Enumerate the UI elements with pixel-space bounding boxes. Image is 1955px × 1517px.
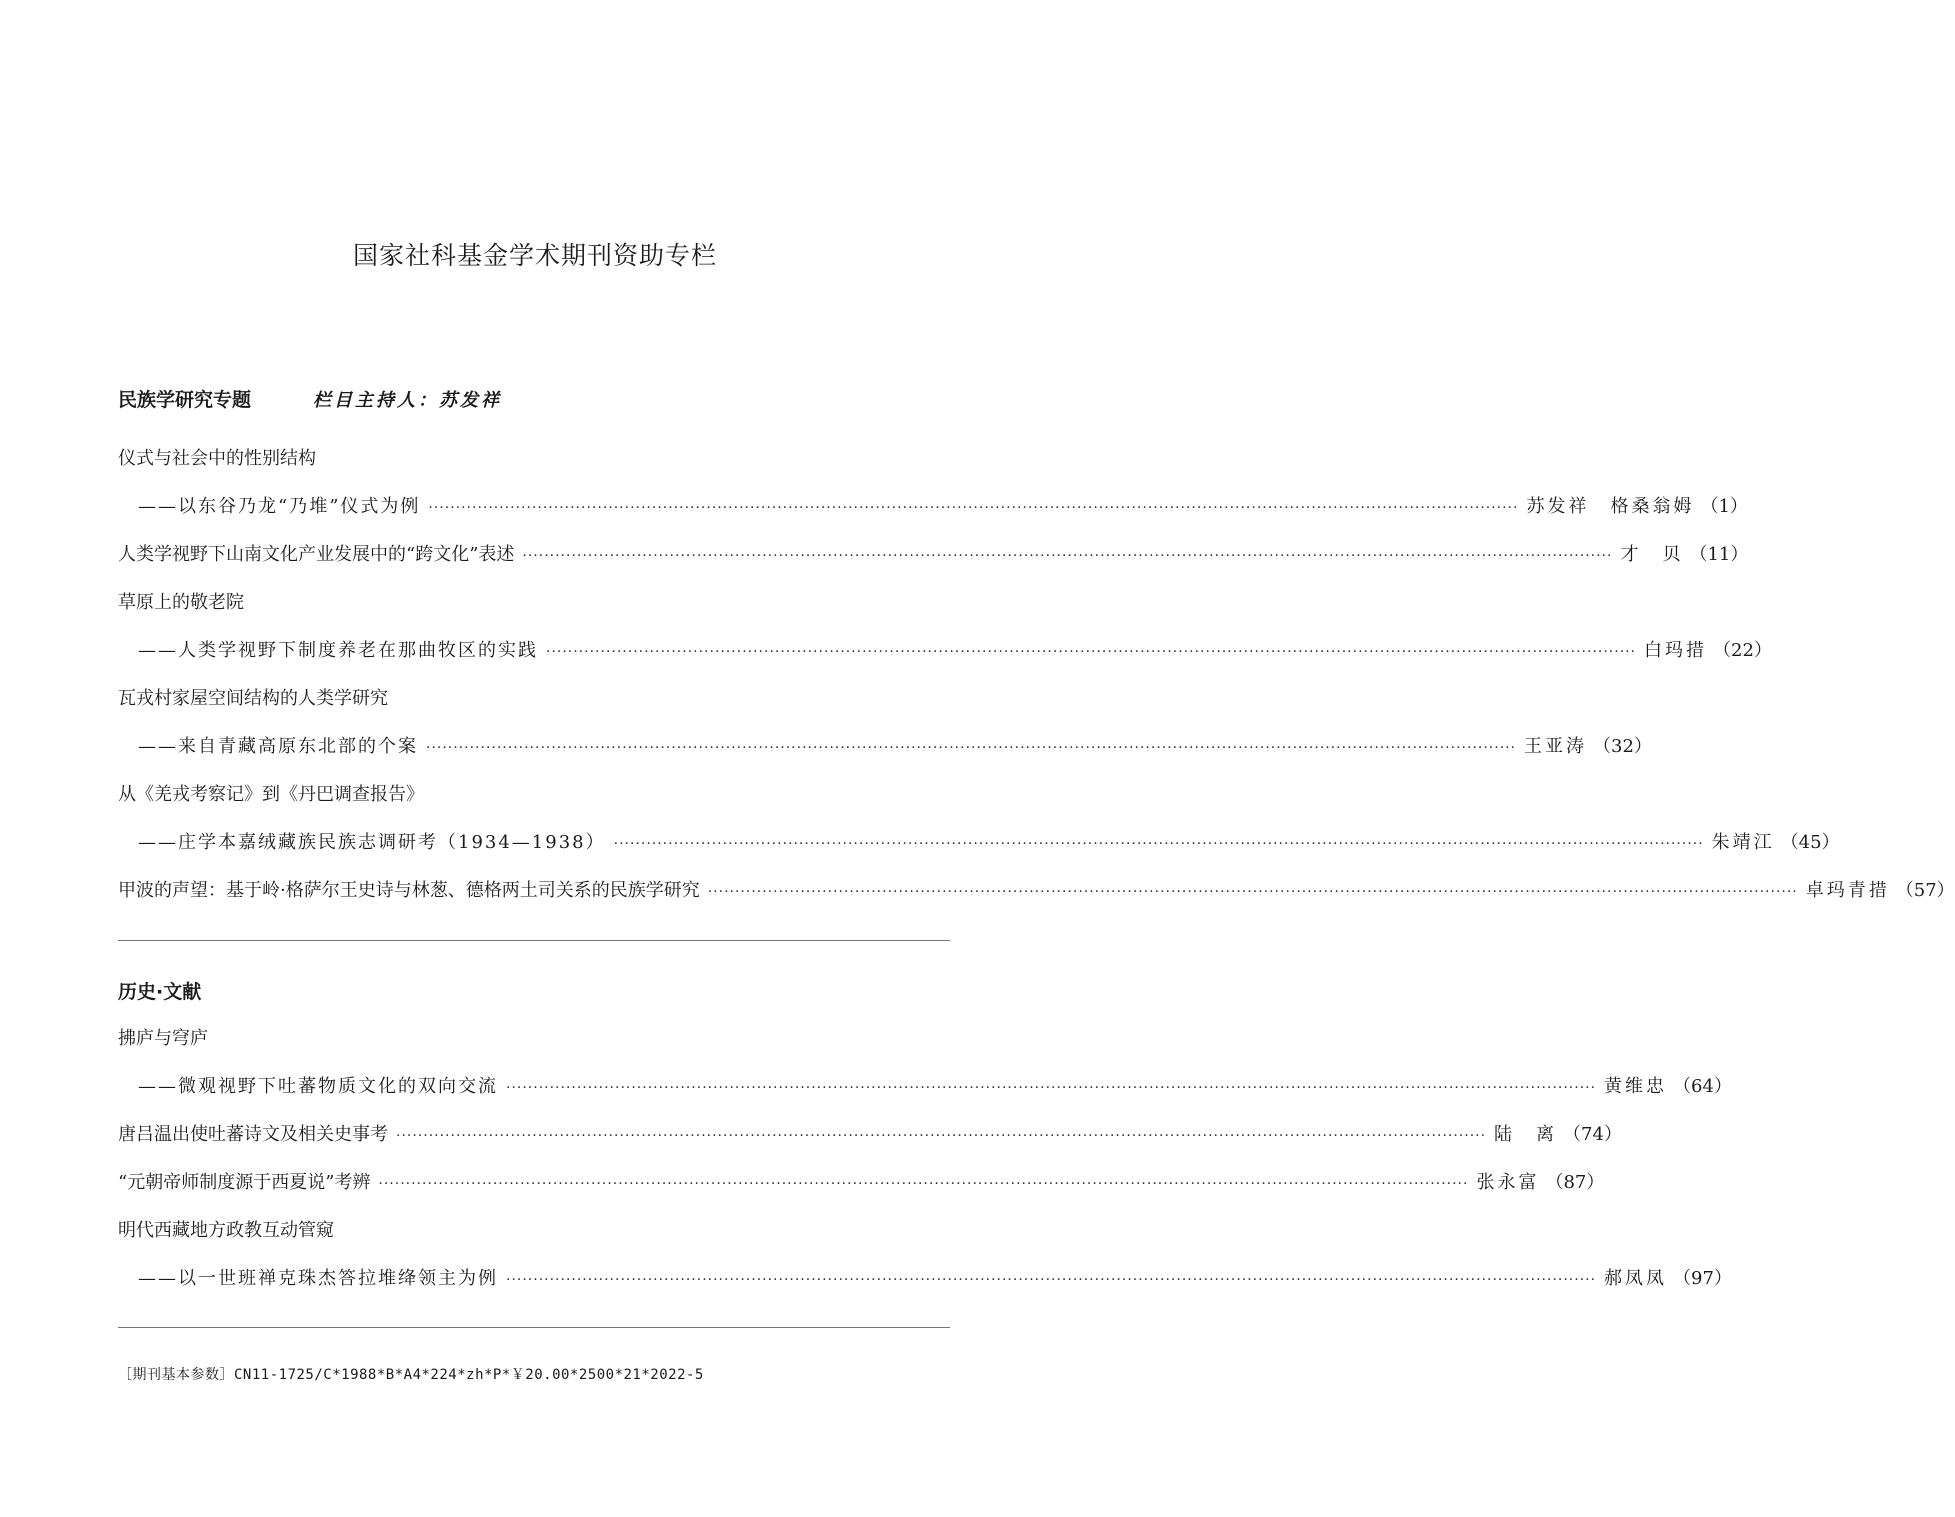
journal-parameters: ［期刊基本参数］CN11-1725/C*1988*B*A4*224*zh*P*￥20.00*2500*21*2022-5 (118, 1367, 704, 1383)
leader-dots: ········································································································································································································ (428, 500, 1519, 516)
entry-subtitle: ——以东谷乃龙“乃堆”仪式为例 (138, 496, 421, 517)
entry-author: 白玛措 (1644, 640, 1708, 661)
leader-dots: ········································································································································································································ (522, 548, 1613, 564)
toc-entry (118, 734, 1652, 760)
toc-entry (118, 446, 950, 472)
toc-entry (118, 686, 950, 712)
entry-author: 陆 离 (1494, 1124, 1558, 1145)
leader-dots: ········································································································································································································ (506, 1272, 1597, 1288)
entry-page: （22） (1713, 640, 1772, 661)
toc-entry (118, 1218, 950, 1244)
entry-page: （45） (1780, 832, 1840, 853)
toc-entry (118, 1026, 950, 1052)
entry-page: （57） (1895, 880, 1955, 901)
entry-author: 郝凤凤 (1604, 1268, 1668, 1289)
entry-title: 唐吕温出使吐蕃诗文及相关史事考 (118, 1124, 388, 1145)
page-title: 国家社科基金学术期刊资助专栏 (352, 241, 717, 270)
section-divider (118, 1327, 950, 1328)
entry-page: （97） (1673, 1268, 1732, 1289)
entry-author: 张永富 (1476, 1172, 1540, 1193)
entry-subtitle: ——人类学视野下制度养老在那曲牧区的实践 (138, 640, 538, 661)
entry-title: 拂庐与穹庐 (118, 1028, 208, 1049)
toc-entry (118, 1170, 1605, 1196)
leader-dots: ········································································································································································································ (378, 1176, 1469, 1192)
leader-dots: ········································································································································································································ (426, 740, 1517, 756)
entry-page: （11） (1689, 544, 1749, 565)
entry-page: （87） (1545, 1172, 1605, 1193)
toc-entry (118, 830, 1840, 856)
leader-dots: ········································································································································································································ (506, 1080, 1597, 1096)
section-divider (118, 940, 950, 941)
entry-author: 卓玛青措 (1805, 880, 1890, 901)
entry-title: 瓦戎村家屋空间结构的人类学研究 (118, 688, 388, 709)
entry-title: 甲波的声望：基于岭·格萨尔王史诗与林葱、德格两土司关系的民族学研究 (118, 880, 700, 901)
entry-author: 黄维忠 (1604, 1076, 1668, 1097)
entry-title: “元朝帝师制度源于西夏说”考辨 (118, 1172, 371, 1193)
section-heading-history: 历史·文献 (118, 981, 202, 1003)
leader-dots: ········································································································································································································ (546, 644, 1637, 660)
toc-entry (118, 1122, 1622, 1148)
leader-dots: ········································································································································································································ (613, 836, 1704, 852)
entry-title: 从《羌戎考察记》到《丹巴调查报告》 (118, 784, 424, 805)
leader-dots: ········································································································································································································ (707, 884, 1798, 900)
entry-subtitle: ——以一世班禅克珠杰答拉堆绛领主为例 (138, 1268, 498, 1289)
entry-subtitle: ——来自青藏高原东北部的个案 (138, 736, 418, 757)
entry-author: 王亚涛 (1524, 736, 1588, 757)
column-host: 栏目主持人：苏发祥 (313, 390, 502, 411)
section-heading-ethnology: 民族学研究专题 (118, 389, 252, 411)
entry-subtitle: ——庄学本嘉绒藏族民族志调研考（1934—1938） (138, 832, 606, 853)
leader-dots: ········································································································································································································ (396, 1128, 1487, 1144)
entry-author: 朱靖江 (1711, 832, 1775, 853)
toc-entry (118, 542, 1749, 568)
entry-page: （74） (1563, 1124, 1622, 1145)
entry-author: 苏发祥 格桑翁姆 (1526, 496, 1695, 517)
entry-title: 明代西藏地方政教互动管窥 (118, 1220, 334, 1241)
toc-entry (118, 878, 1955, 904)
toc-entry (118, 638, 1772, 664)
entry-page: （64） (1673, 1076, 1732, 1097)
entry-title: 仪式与社会中的性别结构 (118, 448, 316, 469)
toc-entry (118, 1074, 1732, 1100)
entry-subtitle: ——微观视野下吐蕃物质文化的双向交流 (138, 1076, 498, 1097)
entry-title: 草原上的敬老院 (118, 592, 244, 613)
entry-page: （32） (1593, 736, 1652, 757)
entry-author: 才 贝 (1620, 544, 1684, 565)
toc-entry (118, 782, 950, 808)
entry-title: 人类学视野下山南文化产业发展中的“跨文化”表述 (118, 544, 515, 565)
toc-entry (118, 590, 950, 616)
toc-entry (118, 494, 1748, 520)
toc-entry (118, 1266, 1732, 1292)
entry-page: （1） (1700, 496, 1748, 517)
